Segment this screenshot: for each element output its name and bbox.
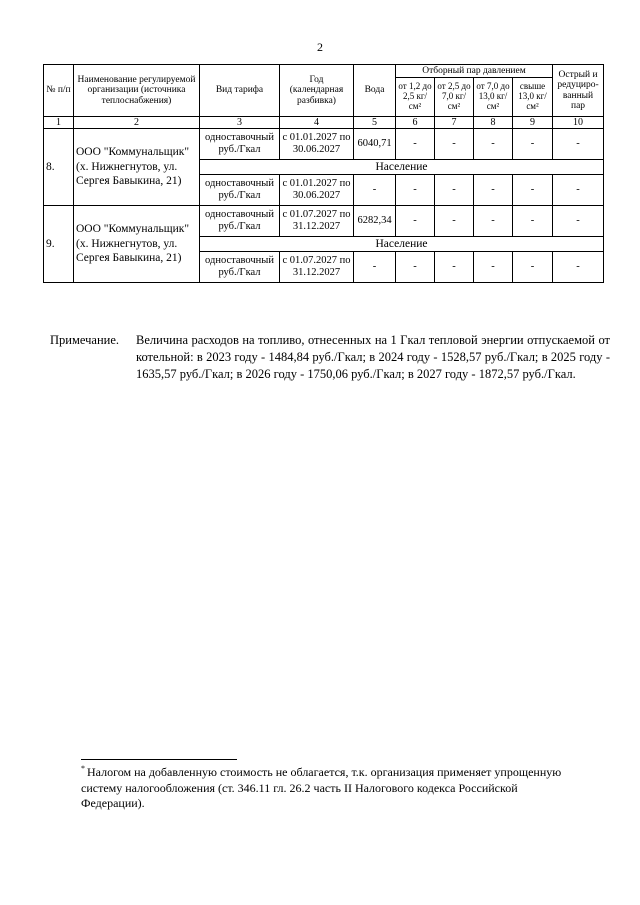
footnote <box>81 764 581 812</box>
organization-name: ООО "Коммунальщик" (х. Нижнегнутов, ул. Сергея Бавыкина, 21) <box>74 129 200 206</box>
tariff-period: с 01.07.2027 по 31.12.2027 <box>280 206 354 237</box>
steam-value: - <box>435 206 474 237</box>
water-value: - <box>354 175 396 206</box>
header-num: № п/п <box>44 65 74 117</box>
steam-value: - <box>474 175 513 206</box>
steam-value: - <box>553 206 604 237</box>
tariff-type: одноставочный руб./Гкал <box>200 252 280 283</box>
steam-value: - <box>513 175 553 206</box>
footnote-mark: * <box>81 764 85 773</box>
steam-value: - <box>435 175 474 206</box>
water-value: 6282,34 <box>354 206 396 237</box>
header-sharp-steam: Острый и редуциро-ванный пар <box>553 65 604 117</box>
page-number: 2 <box>317 40 323 54</box>
note-label: Примечание. <box>50 333 120 347</box>
steam-value: - <box>513 206 553 237</box>
column-number: 7 <box>435 117 474 129</box>
steam-value: - <box>474 206 513 237</box>
column-number: 4 <box>280 117 354 129</box>
tariff-period: с 01.01.2027 по 30.06.2027 <box>280 129 354 160</box>
steam-value: - <box>396 129 435 160</box>
header-tariff-type: Вид тарифа <box>200 65 280 117</box>
steam-value: - <box>435 252 474 283</box>
column-number-row <box>44 117 604 129</box>
table-row <box>44 129 604 160</box>
tariff-type: одноставочный руб./Гкал <box>200 206 280 237</box>
steam-value: - <box>513 129 553 160</box>
row-number: 8. <box>44 129 74 206</box>
steam-value: - <box>435 129 474 160</box>
tariff-table <box>43 64 604 283</box>
column-number: 3 <box>200 117 280 129</box>
header-steam-2: от 2,5 до 7,0 кг/см² <box>435 78 474 117</box>
header-period: Год (календарная разбивка) <box>280 65 354 117</box>
footnote-text: Налогом на добавленную стоимость не облагается, т.к. организация применяет упрощенную систему налогообложения (ст. 346.11 гл. 26.2 часть II Налогового кодекса Российской Федерации). <box>81 765 562 811</box>
steam-value: - <box>553 252 604 283</box>
tariff-period: с 01.07.2027 по 31.12.2027 <box>280 252 354 283</box>
header-water: Вода <box>354 65 396 117</box>
column-number: 10 <box>553 117 604 129</box>
header-steam-4: свыше 13,0 кг/см² <box>513 78 553 117</box>
organization-name: ООО "Коммунальщик" (х. Нижнегнутов, ул. Сергея Бавыкина, 21) <box>74 206 200 283</box>
steam-value: - <box>553 175 604 206</box>
note <box>50 332 610 383</box>
column-number: 1 <box>44 117 74 129</box>
header-org: Наименование регулируемой организации (источника теплоснабжения) <box>74 65 200 117</box>
water-value: 6040,71 <box>354 129 396 160</box>
column-number: 2 <box>74 117 200 129</box>
table-row <box>44 206 604 237</box>
tariff-type: одноставочный руб./Гкал <box>200 129 280 160</box>
footnote-divider <box>81 759 237 760</box>
note-text: Величина расходов на топливо, отнесенных на 1 Гкал тепловой энергии отпускаемой от котельной: в 2023 году - 1484,84 руб./Гкал; в 2024 году - 1528,57 руб./Гкал; в 2025 году - 1635,57 руб./Гкал; в 2026 году - 1750,06 руб./Гкал; в 2027 году - 1872,57 руб./Гкал. <box>136 333 610 381</box>
steam-value: - <box>513 252 553 283</box>
tariff-type: одноставочный руб./Гкал <box>200 175 280 206</box>
steam-value: - <box>474 129 513 160</box>
column-number: 8 <box>474 117 513 129</box>
population-label: Население <box>200 160 604 175</box>
header-steam-1: от 1,2 до 2,5 кг/см² <box>396 78 435 117</box>
column-number: 5 <box>354 117 396 129</box>
column-number: 9 <box>513 117 553 129</box>
header-steam-group: Отборный пар давлением <box>396 65 553 78</box>
water-value: - <box>354 252 396 283</box>
steam-value: - <box>396 206 435 237</box>
steam-value: - <box>474 252 513 283</box>
population-label: Население <box>200 237 604 252</box>
row-number: 9. <box>44 206 74 283</box>
steam-value: - <box>396 175 435 206</box>
column-number: 6 <box>396 117 435 129</box>
header-steam-3: от 7,0 до 13,0 кг/см² <box>474 78 513 117</box>
steam-value: - <box>396 252 435 283</box>
steam-value: - <box>553 129 604 160</box>
tariff-period: с 01.01.2027 по 30.06.2027 <box>280 175 354 206</box>
